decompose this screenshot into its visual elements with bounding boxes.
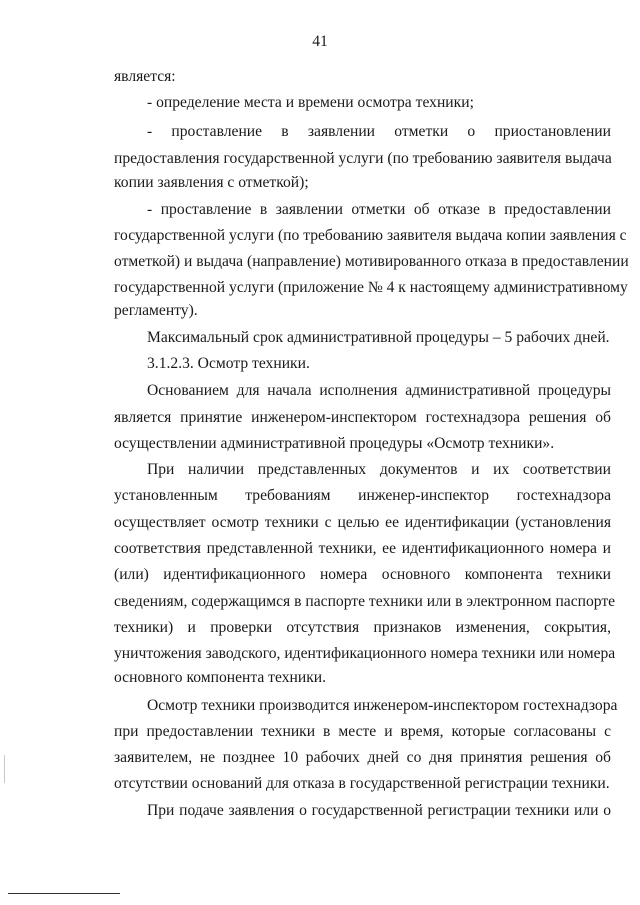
- text-line: При наличии представленных документов и их соответствии: [147, 461, 611, 478]
- text-line: соответствия представленной техники, ее идентификационного номера и: [114, 540, 611, 557]
- text-line: при предоставлении техники в месте и время, которые согласованы с: [114, 723, 611, 740]
- text-line: отсутствии оснований для отказа в государственной регистрации техники.: [114, 775, 610, 792]
- text-line: - проставление в заявлении отметки о приостановлении: [147, 123, 611, 140]
- text-line: является:: [114, 68, 176, 85]
- text-line: 3.1.2.3. Осмотр техники.: [147, 355, 310, 372]
- text-line: государственной услуги (приложение № 4 к настоящему административному: [114, 279, 628, 296]
- page-number: 41: [312, 33, 328, 50]
- text-line: основного компонента техники.: [114, 669, 327, 686]
- text-line: Осмотр техники производится инженером-инспектором гостехнадзора: [147, 697, 618, 714]
- text-line: техники) и проверки отсутствия признаков изменения, сокрытия,: [114, 619, 611, 636]
- text-line: осуществлении административной процедуры «Осмотр техники».: [114, 435, 555, 452]
- text-line: регламенту).: [114, 302, 198, 319]
- text-line: Максимальный срок административной процедуры – 5 рабочих дней.: [147, 329, 610, 346]
- text-line: (или) идентификационного номера основного компонента техники: [114, 566, 611, 583]
- scan-edge-mark: [4, 755, 5, 783]
- text-line: - проставление в заявлении отметки об отказе в предоставлении: [147, 201, 611, 218]
- text-line: копии заявления с отметкой);: [114, 174, 309, 191]
- bottom-rule: [8, 893, 120, 894]
- text-line: является принятие инженером-инспектором гостехнадзора решения об: [114, 409, 611, 426]
- text-line: - определение места и времени осмотра техники;: [147, 94, 474, 111]
- text-line: уничтожения заводского, идентификационного номера техники или номера: [114, 645, 616, 662]
- text-line: предоставления государственной услуги (по требованию заявителя выдача: [114, 150, 612, 167]
- text-line: установленным требованиям инженер-инспектор гостехнадзора: [114, 487, 611, 504]
- text-line: осуществляет осмотр техники с целью ее идентификации (установления: [114, 514, 611, 531]
- text-line: При подаче заявления о государственной регистрации техники или о: [147, 802, 611, 819]
- text-line: Основанием для начала исполнения административной процедуры: [147, 382, 611, 399]
- text-line: заявителем, не позднее 10 рабочих дней со дня принятия решения об: [114, 749, 611, 766]
- text-line: отметкой) и выдача (направление) мотивированного отказа в предоставлении: [114, 253, 629, 270]
- text-line: государственной услуги (по требованию заявителя выдача копии заявления с: [114, 227, 627, 244]
- text-line: сведениям, содержащимся в паспорте техники или в электронном паспорте: [114, 593, 616, 610]
